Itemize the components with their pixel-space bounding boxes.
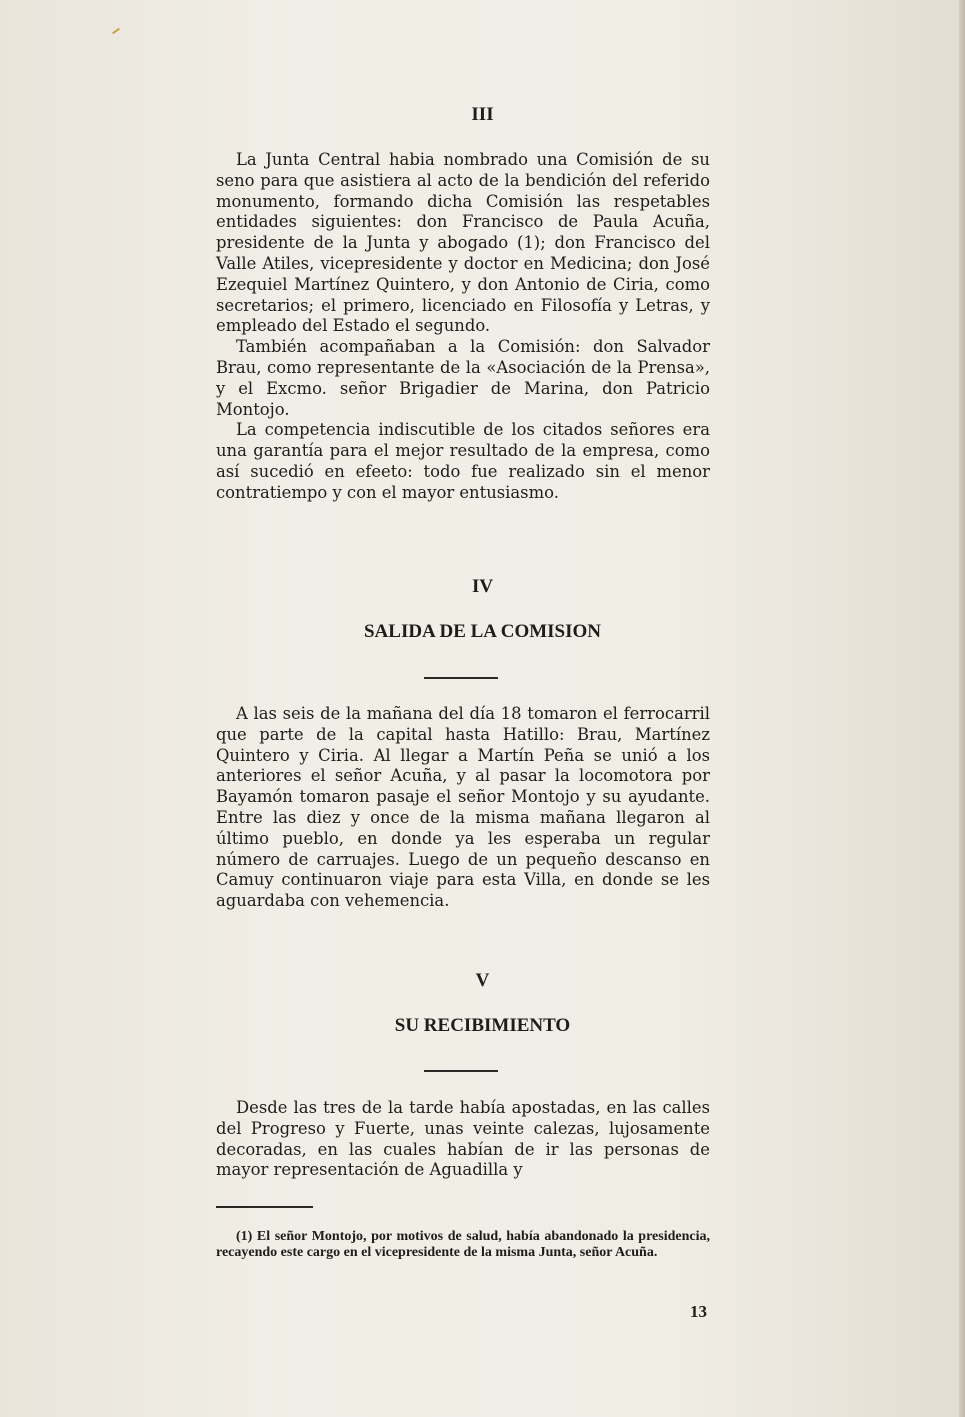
paragraph: La Junta Central habia nombrado una Comisión de su seno para que asistiera al acto de la bendición del referido monumento, formando dicha Comisión las respetables entidades siguientes: don Francisco de Paula Acuña, presidente de la Junta y abogado (1); don Francisco del Valle Atiles, vicepresidente y doctor en Medicina; don José Ezequiel Martínez Quintero, y don Antonio de Ciria, como secretarios; el primero, licenciado en Filosofía y Letras, y empleado del Estado el segundo.: [216, 150, 710, 336]
paragraph: También acompañaban a la Comisión: don Salvador Brau, como representante de la «Asociación de la Prensa», y el Excmo. señor Brigadier de Marina, don Patricio Montojo.: [216, 337, 710, 419]
section-heading-iv: SALIDA DE LA COMISION: [363, 621, 602, 642]
page-number: 13: [690, 1302, 707, 1321]
section-iv-body: [216, 704, 710, 912]
section-v-body: [216, 1098, 710, 1181]
paragraph: A las seis de la mañana del día 18 tomaron el ferrocarril que parte de la capital hasta Hatillo: Brau, Martínez Quintero y Ciria. Al llegar a Martín Peña se unió a los anteriores el señor Acuña, y al pasar la locomotora por Bayamón tomaron pasaje el señor Montojo y su ayudante. Entre las diez y once de la misma mañana llegaron al último pueblo, en donde ya les esperaba un regular número de carruajes. Luego de un pequeño descanso en Camuy continuaron viaje para esta Villa, en donde se les aguardaba con vehemencia.: [216, 704, 710, 911]
section-numeral-v: V: [475, 970, 490, 991]
section-divider: [424, 677, 498, 679]
section-numeral-iii: III: [471, 104, 494, 125]
footnote-separator: [216, 1206, 313, 1208]
ink-mark: [112, 28, 120, 34]
section-numeral-iv: IV: [471, 576, 494, 597]
section-divider: [424, 1070, 498, 1072]
paragraph: Desde las tres de la tarde había apostadas, en las calles del Progreso y Fuerte, unas veinte calezas, lujosamente decoradas, en las cuales habían de ir las personas de mayor representación de Aguadilla y: [216, 1098, 710, 1180]
paragraph: La competencia indiscutible de los citados señores era una garantía para el mejor resultado de la empresa, como así sucedió en efeeto: todo fue realizado sin el menor contratiempo y con el mayor entusiasmo.: [216, 420, 710, 502]
footnote: (1) El señor Montojo, por motivos de salud, había abandonado la presidencia, recayendo este cargo en el vicepresidente de la misma Junta, señor Acuña.: [216, 1229, 710, 1260]
section-heading-v: SU RECIBIMIENTO: [394, 1015, 571, 1036]
section-iii-body: [216, 150, 710, 504]
